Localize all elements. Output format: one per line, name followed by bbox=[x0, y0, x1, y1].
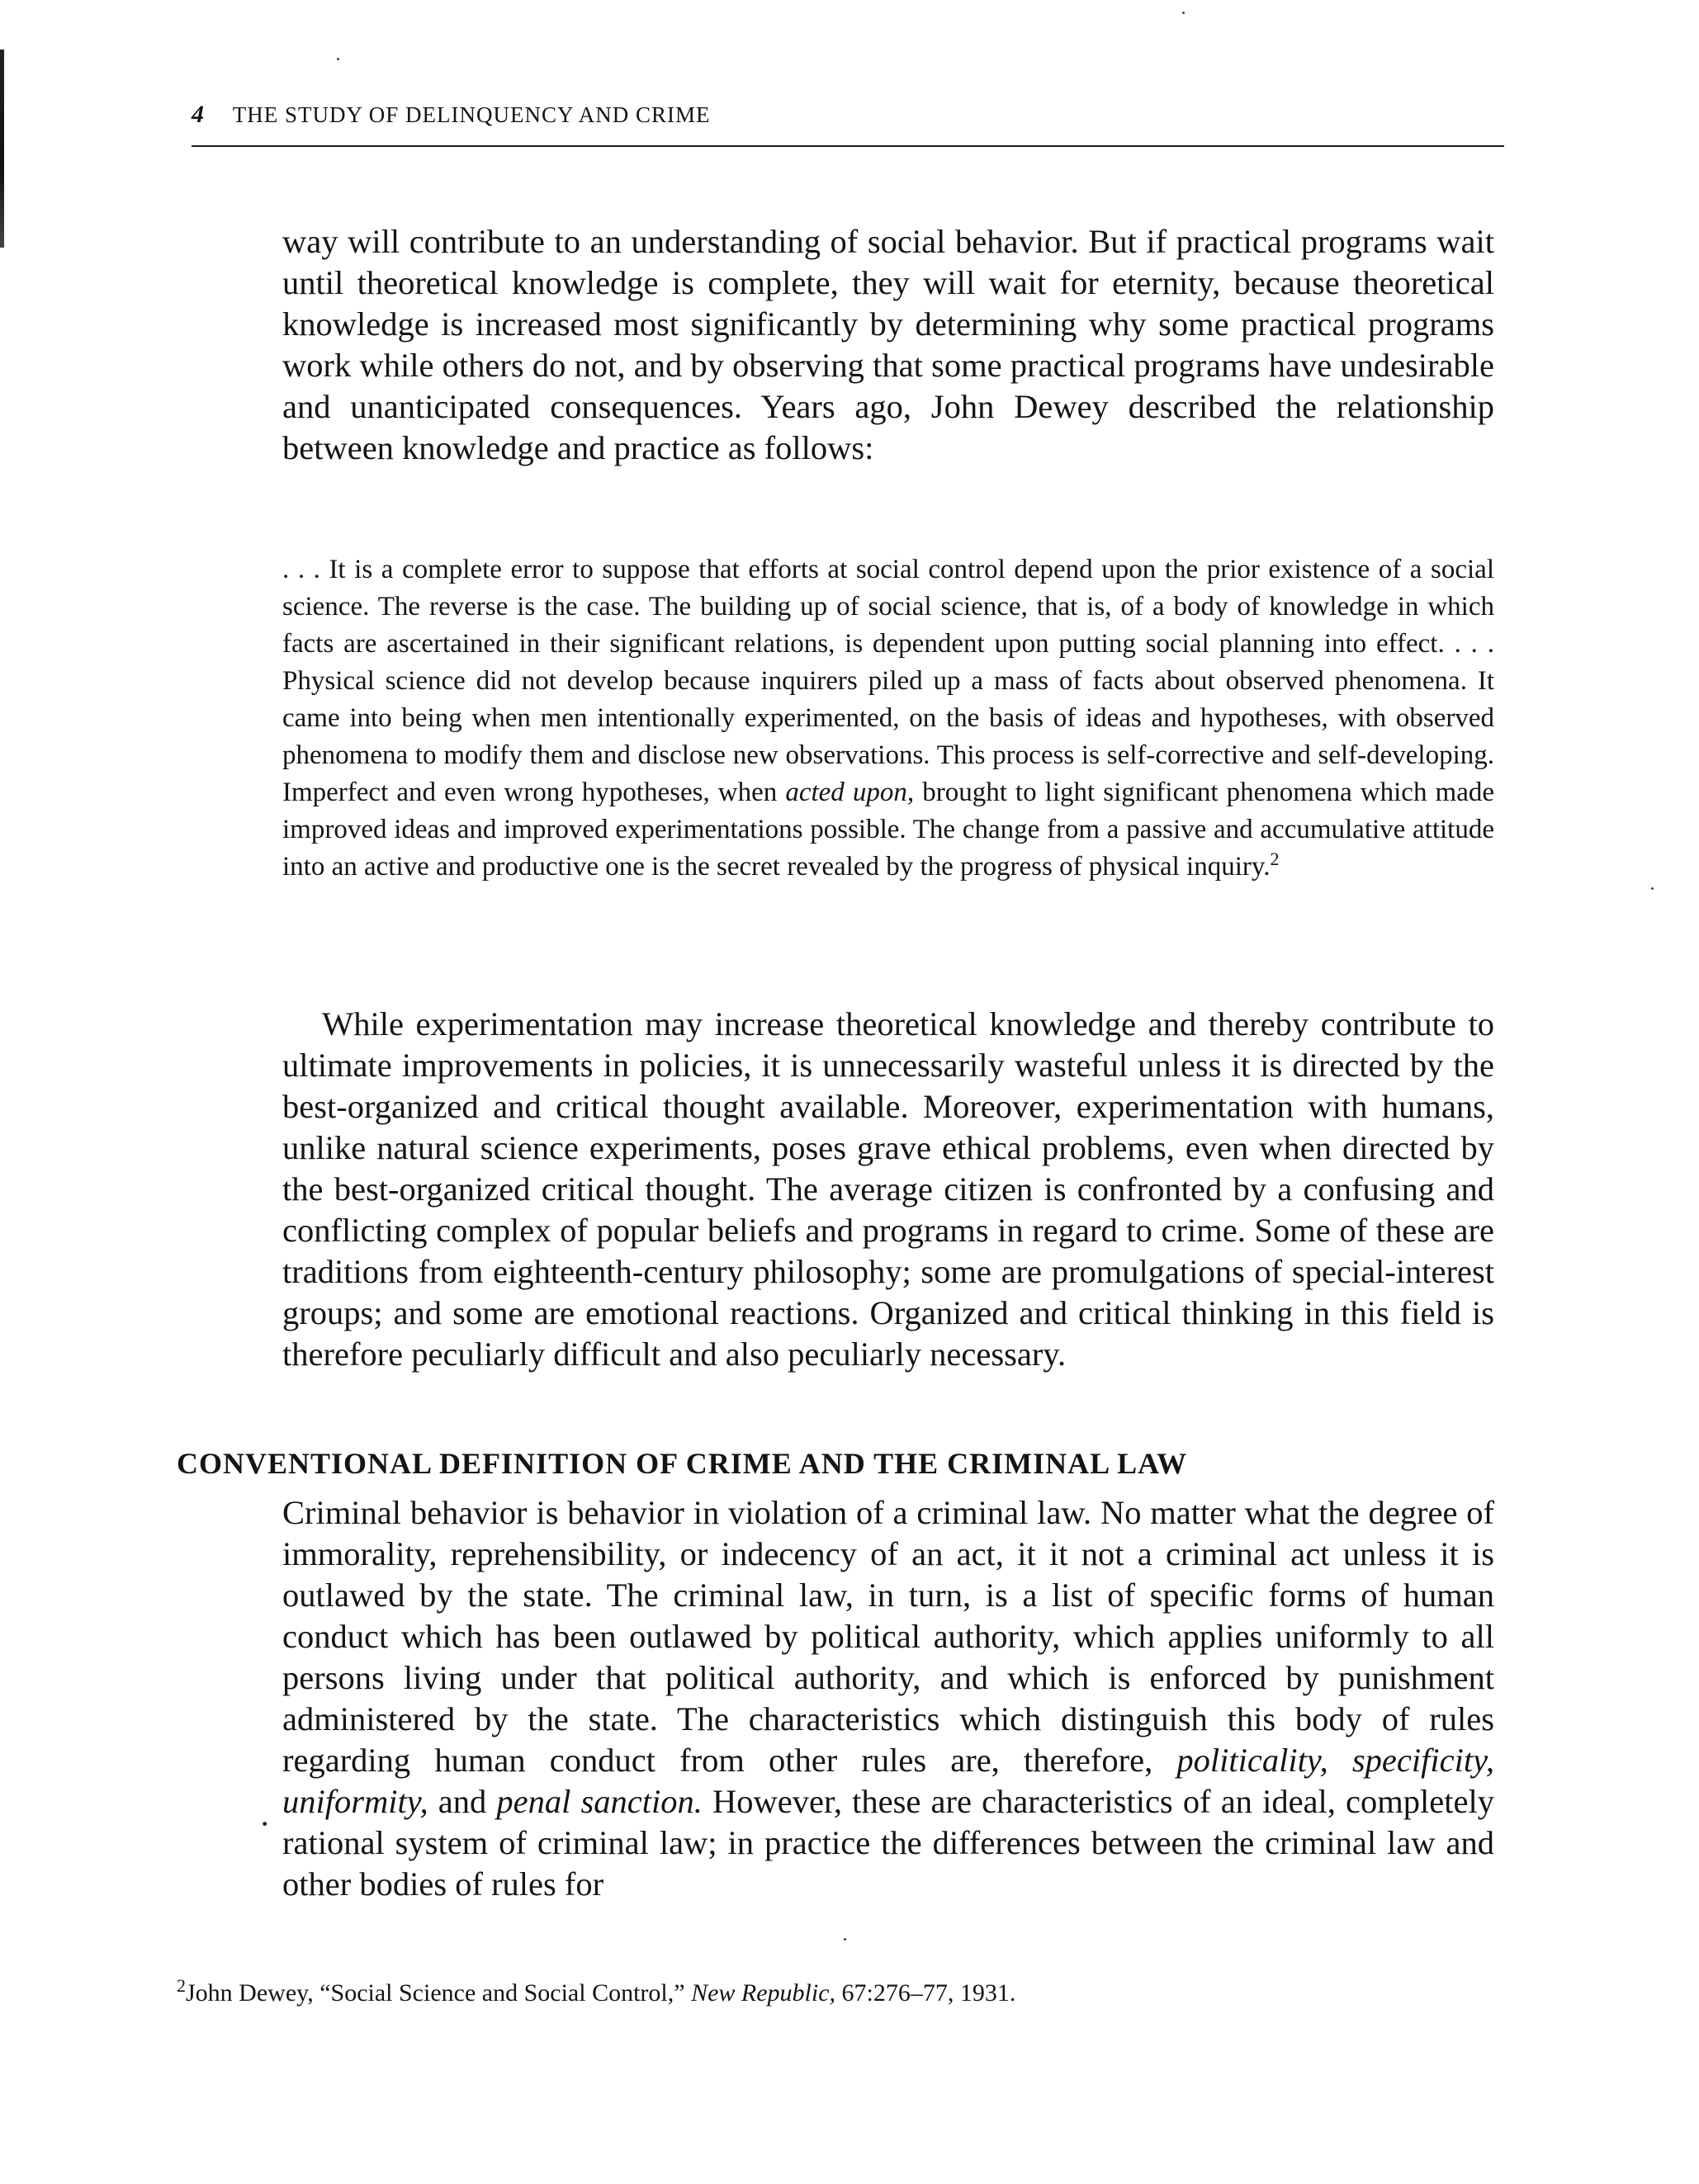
quote-text-start: . . . It is a complete error to suppose that efforts at social control depend upon the prior existence of a social science. The reverse is the case. The building up of social science, that is, of a body of knowledge in which facts are ascertained in their significant relations, is dependent upon putting social planning into effect. . . . Physical science did not develop because inquirers piled up a mass of facts about observed phenomena. It came into being when men intentionally experimented, on the basis of ideas and hypotheses, with observed phenomena to modify them and disclose new observations. This process is self-corrective and self-developing. Imperfect and even wrong hypotheses, when bbox=[282, 555, 1494, 807]
scan-edge-mark bbox=[0, 50, 4, 248]
footnote-citation: John Dewey, “Social Science and Social Control,” bbox=[186, 1979, 692, 2007]
footnote-volume: 67:276–77, 1931. bbox=[835, 1979, 1016, 2007]
quote-text-end: brought to light significant phenomena which made improved ideas and improved experimentations possible. The change from a passive and accumulative attitude into an active and productive one is the secret revealed by the progress of physical inquiry. bbox=[282, 778, 1494, 882]
scan-speck bbox=[844, 1938, 846, 1941]
scan-speck bbox=[337, 58, 339, 60]
chapter-title: THE STUDY OF DELINQUENCY AND CRIME bbox=[232, 102, 711, 127]
quote-emphasis: acted upon, bbox=[785, 778, 915, 807]
criminal-law-text-start: Criminal behavior is behavior in violation of a criminal law. No matter what the degree of immorality, reprehensibility, or indecency of an act, it it not a criminal act unless it is outlawed by the state. The criminal law, in turn, is a list of specific forms of human conduct which has been outlawed by political authority, which applies uniformly to all persons living under that political authority, and which is enforced by punishment administered by the state. The characteristics which distinguish this body of rules regarding human conduct from other rules are, therefore, bbox=[282, 1494, 1494, 1779]
page-number: 4 bbox=[192, 101, 205, 128]
block-quote-dewey bbox=[282, 551, 1494, 886]
footnote-marker: 2 bbox=[177, 1975, 186, 1996]
margin-mark: · bbox=[259, 1805, 271, 1842]
characteristics-terms: politicality, specificity, uniformity, bbox=[282, 1742, 1494, 1820]
paragraph-criminal-law bbox=[282, 1492, 1494, 1905]
footnote bbox=[177, 1977, 1498, 2010]
section-heading: CONVENTIONAL DEFINITION OF CRIME AND THE CRIMINAL LAW bbox=[177, 1447, 1188, 1480]
scan-speck bbox=[1182, 12, 1185, 14]
paragraph-continuation: way will contribute to an understanding of social behavior. But if practical programs wait until theoretical knowledge is complete, they will wait for eternity, because theoretical knowledge is increased most significantly by determining why some practical programs work while others do not, and by observing that some practical programs have undesirable and unanticipated consequences. Years ago, John Dewey described the relationship between knowledge and practice as follows: bbox=[282, 223, 1494, 466]
paragraph-experimentation: While experimentation may increase theoretical knowledge and thereby contribute to ultimate improvements in policies, it is unnecessarily wasteful unless it is directed by the best-organized and critical thought available. Moreover, experimentation with humans, unlike natural science experiments, poses grave ethical problems, even when directed by the best-organized critical thought. The average citizen is confronted by a confusing and conflicting complex of popular beliefs and programs in regard to crime. Some of these are traditions from eighteenth-century philosophy; some are promulgations of special-interest groups; and some are emotional reactions. Organized and critical thinking in this field is therefore peculiarly difficult and also peculiarly necessary. bbox=[282, 1005, 1494, 1373]
criminal-law-text-end: However, these are characteristics of an ideal, completely rational system of criminal law; in practice the differences between the criminal law and other bodies of rules for bbox=[282, 1783, 1494, 1903]
penal-sanction-term: penal sanction. bbox=[496, 1783, 703, 1820]
footnote-reference: 2 bbox=[1270, 849, 1280, 869]
scan-speck bbox=[1651, 887, 1654, 890]
footnote-journal: New Republic, bbox=[691, 1979, 836, 2007]
conjunction: and bbox=[428, 1783, 497, 1820]
running-head bbox=[192, 101, 1504, 147]
